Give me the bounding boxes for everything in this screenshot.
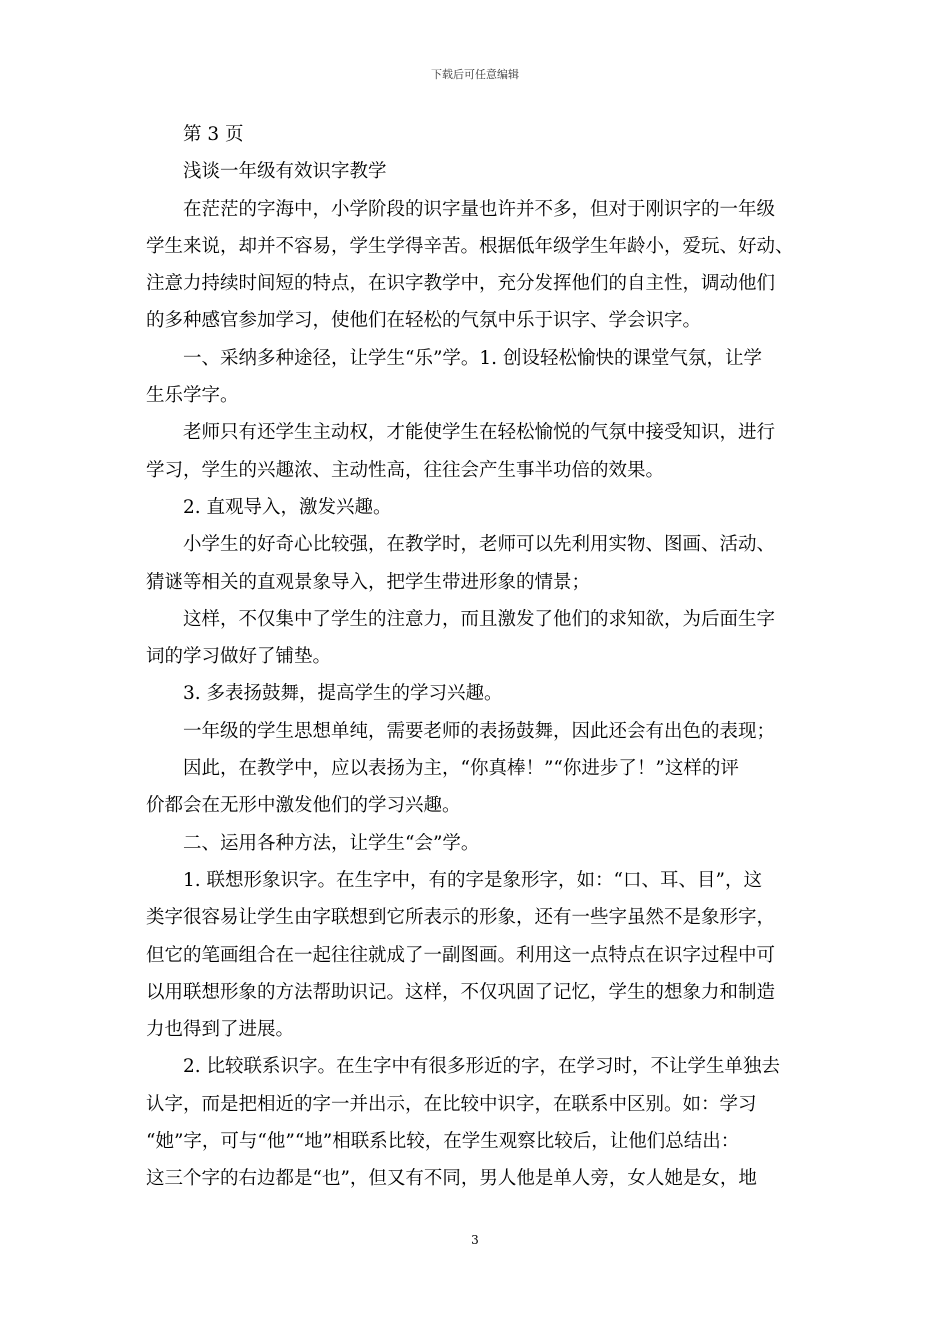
text-line: 1. 联想形象识字。在生字中，有的字是象形字，如：“口、耳、目”，这 (183, 869, 762, 891)
text-line: “她”字，可与“他”“地”相联系比较，在学生观察比较后，让他们总结出： (146, 1131, 740, 1153)
text-line: 老师只有还学生主动权，才能使学生在轻松愉悦的气氛中接受知识，进行 (183, 422, 776, 444)
text-line: 这三个字的右边都是“也”，但又有不同，男人他是单人旁，女人她是女，地 (146, 1168, 757, 1190)
text-line: 一年级的学生思想单纯，需要老师的表扬鼓舞，因此还会有出色的表现； (183, 720, 776, 742)
paragraph-lines (146, 191, 806, 1198)
text-line: 认字，而是把相近的字一并出示，在比较中识字，在联系中区别。如：学习 (146, 1093, 757, 1115)
text-line: 在茫茫的字海中，小学阶段的识字量也许并不多，但对于刚识字的一年级 (183, 198, 776, 220)
text-line: 2. 直观导入，激发兴趣。 (183, 496, 392, 518)
document-body (146, 116, 806, 1198)
page-number: 3 (471, 1233, 479, 1247)
page-header: 下载后可任意编辑 (431, 68, 519, 81)
text-line: 2. 比较联系识字。在生字中有很多形近的字，在学习时，不让学生单独去 (183, 1056, 781, 1078)
text-line: 注意力持续时间短的特点，在识字教学中，充分发挥他们的自主性，调动他们 (146, 273, 776, 295)
text-line: 的多种感官参加学习，使他们在轻松的气氛中乐于识字、学会识字。 (146, 310, 702, 332)
text-line: 词的学习做好了铺垫。 (146, 646, 332, 668)
text-line: 但它的笔画组合在一起往往就成了一副图画。利用这一点特点在识字过程中可 (146, 944, 776, 966)
text-line: 这样，不仅集中了学生的注意力，而且激发了他们的求知欲，为后面生字 (183, 608, 776, 630)
text-line: 因此，在教学中，应以表扬为主，“你真棒！”“你进步了！”这样的评 (183, 758, 739, 780)
text-line: 以用联想形象的方法帮助识记。这样，不仅巩固了记忆，学生的想象力和制造 (146, 981, 776, 1003)
text-line: 猜谜等相关的直观景象导入，把学生带进形象的情景； (146, 571, 591, 593)
page-label: 第 3 页 (183, 124, 244, 145)
text-line: 二、运用各种方法，让学生“会”学。 (183, 832, 480, 854)
text-line: 小学生的好奇心比较强，在教学时，老师可以先利用实物、图画、活动、 (183, 534, 776, 556)
text-line: 学生来说，却并不容易，学生学得辛苦。根据低年级学生年龄小，爱玩、好动、 (146, 235, 794, 257)
text-line: 价都会在无形中激发他们的学习兴趣。 (146, 795, 461, 817)
text-line: 学习，学生的兴趣浓、主动性高，往往会产生事半功倍的效果。 (146, 459, 665, 481)
article-title: 浅谈一年级有效识字教学 (183, 161, 387, 183)
text-line: 3. 多表扬鼓舞，提高学生的学习兴趣。 (183, 683, 503, 705)
text-line: 生乐学字。 (146, 385, 239, 407)
text-line: 力也得到了进展。 (146, 1019, 295, 1041)
text-line: 一、采纳多种途径，让学生“乐”学。1. 创设轻松愉快的课堂气氛，让学 (183, 347, 762, 369)
text-line: 类字很容易让学生由字联想到它所表示的形象，还有一些字虽然不是象形字， (146, 907, 776, 929)
